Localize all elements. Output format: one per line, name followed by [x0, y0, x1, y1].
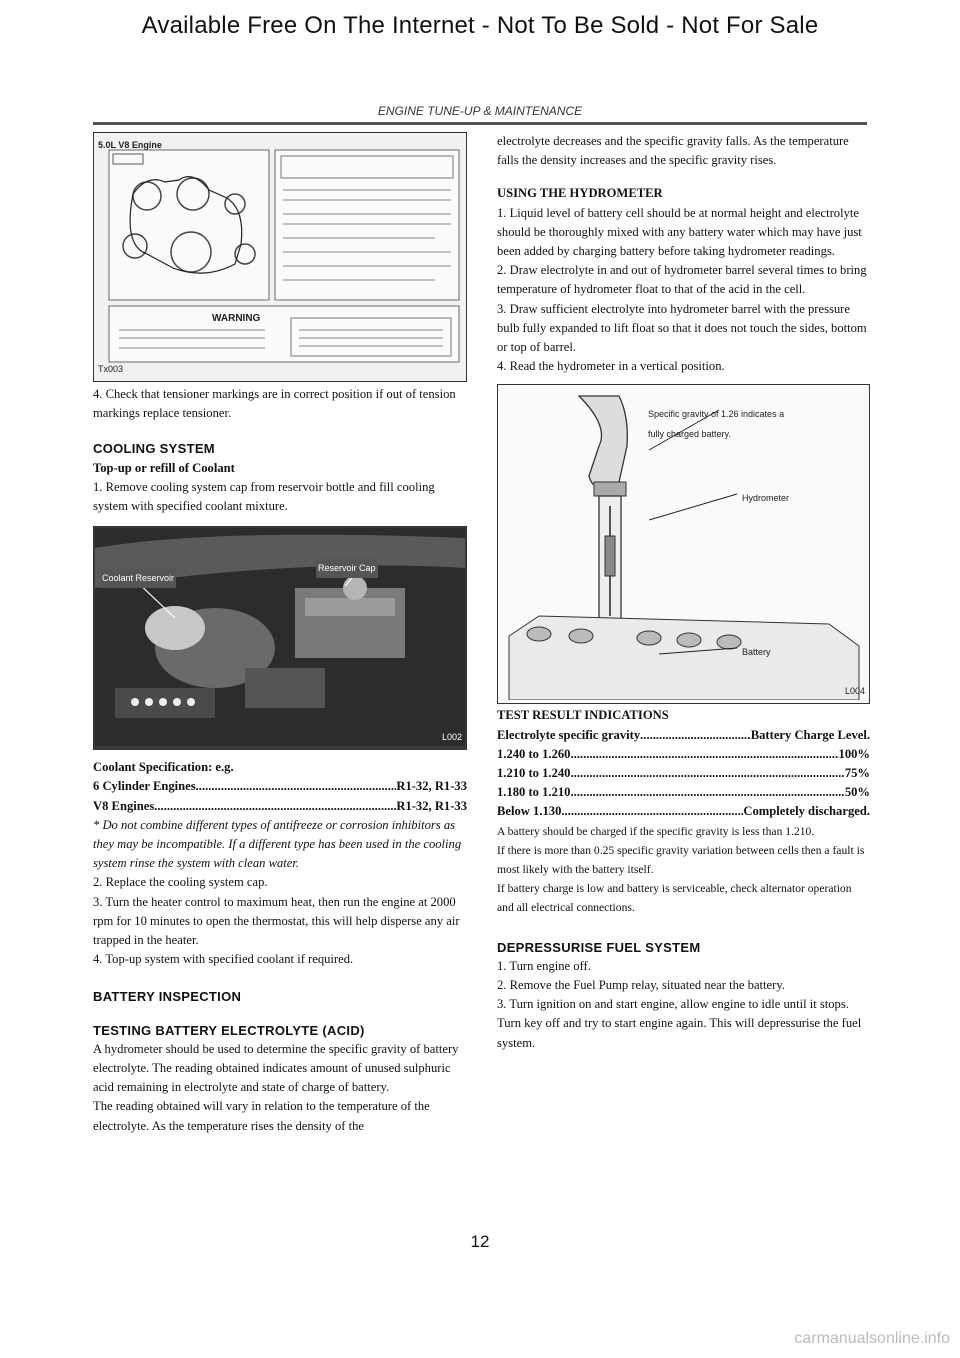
leader-dots [561, 802, 743, 821]
hydrometer-label: Hydrometer [742, 493, 790, 504]
test-row [497, 783, 870, 802]
engine-belt-diagram [93, 132, 467, 382]
warning-label: WARNING [212, 313, 261, 324]
testing-heading: TESTING BATTERY ELECTROLYTE (ACID) [93, 1022, 365, 1038]
test-result-heading: TEST RESULT INDICATIONS [497, 708, 669, 723]
hydrometer-step-2: 2. Draw electrolyte in and out of hydrometer barrel several times to bring temperature of hydrometer float to that of the acid in the cell. [497, 263, 867, 297]
spec-note: * Do not combine different types of antifreeze or corrosion inhibitors as they may be incompatible. If a different type has been used in the cooling system rinse the system with clean water. [93, 817, 462, 871]
hydrometer-heading: USING THE HYDROMETER [497, 186, 663, 201]
figure-code: Tx003 [98, 363, 124, 374]
leader-dots [570, 745, 838, 764]
figure-code-3: L004 [844, 686, 865, 697]
depressurise-heading: DEPRESSURISE FUEL SYSTEM [497, 939, 701, 955]
figure-code-2: L002 [441, 732, 462, 743]
test-row-header [497, 726, 870, 745]
leader-dots [640, 726, 751, 745]
continued-text: electrolyte decreases and the specific gravity falls. As the temperature falls the density increases and the specific gravity rises. [497, 134, 849, 168]
leader-dots [570, 783, 844, 802]
leader-dots [570, 764, 844, 783]
variation-note: If there is more than 0.25 specific gravity variation between cells then a fault is most likely with the battery itself. [497, 843, 865, 877]
test-label: Below 1.130 [497, 804, 562, 819]
leader-dots [196, 777, 397, 796]
battery-label: Battery [742, 647, 771, 658]
test-value: 75% [844, 766, 870, 781]
hydrometer-step-3: 3. Draw sufficient electrolyte into hydrometer barrel with the pressure bulb fully expanded to lift float so that it does not touch the sides, bottom or top of barrel. [497, 301, 867, 355]
spec-row-v8 [93, 797, 467, 816]
spec-label: V8 Engines [93, 798, 155, 813]
hydrometer-step-4: 4. Read the hydrometer in a vertical position. [497, 359, 725, 374]
topup-heading: Top-up or refill of Coolant [93, 460, 235, 475]
tensioner-text: 4. Check that tensioner markings are in correct position if out of tension markings replace tensioner. [93, 387, 456, 421]
test-row [497, 745, 870, 764]
hydrometer-diagram [497, 384, 870, 704]
specific-gravity-label: Specific gravity of 1.26 indicates a fully charged battery. [648, 409, 785, 439]
test-label: Electrolyte specific gravity [497, 727, 641, 742]
testing-paragraph-1: A hydrometer should be used to determine the specific gravity of battery electrolyte. The reading obtained indicates amount of unused sulphuric acid remaining in electrolyte and state of charge of battery. [93, 1041, 459, 1095]
test-value: 100% [838, 746, 870, 761]
test-value: Battery Charge Level. [750, 727, 870, 742]
test-value: Completely discharged. [743, 804, 870, 819]
cooling-heading: COOLING SYSTEM [93, 441, 215, 457]
right-column [497, 132, 870, 1053]
test-value: 50% [844, 785, 870, 800]
cooling-step-2: 2. Replace the cooling system cap. [93, 875, 268, 890]
page-number: 12 [470, 1232, 490, 1251]
charge-note: A battery should be charged if the specific gravity is less than 1.210. [497, 824, 815, 838]
test-label: 1.180 to 1.210 [497, 785, 571, 800]
spec-label: 6 Cylinder Engines [93, 779, 196, 794]
banner-notice: Available Free On The Internet - Not To Be Sold - Not For Sale [141, 12, 819, 39]
leader-dots [154, 797, 396, 816]
test-row [497, 802, 870, 821]
header-rule [93, 122, 867, 125]
diagram-title: 5.0L V8 Engine [98, 140, 162, 150]
cooling-step-1: 1. Remove cooling system cap from reservoir bottle and fill cooling system with specified coolant mixture. [93, 479, 435, 514]
belt-routing-illustration [95, 134, 465, 378]
test-label: 1.210 to 1.240 [497, 766, 571, 781]
test-label: 1.240 to 1.260 [497, 746, 571, 761]
footer-watermark: carmanualsonline.info [794, 1330, 950, 1347]
cooling-step-4: 4. Top-up system with specified coolant if required. [93, 952, 354, 967]
depressurise-step-2: 2. Remove the Fuel Pump relay, situated near the battery. [497, 978, 785, 993]
battery-heading: BATTERY INSPECTION [93, 989, 242, 1005]
coolant-reservoir-photo [93, 526, 467, 750]
spec-value: R1-32, R1-33 [396, 779, 467, 794]
engine-bay-photo [95, 528, 465, 746]
depressurise-step-1: 1. Turn engine off. [497, 958, 591, 973]
hydrometer-step-1: 1. Liquid level of battery cell should be at normal height and electrolyte should be thoroughly mixed with any battery water which may have just been added by charging battery before taking hydrometer readings. [497, 205, 862, 259]
test-row [497, 764, 870, 783]
coolant-reservoir-label: Coolant Reservoir [100, 569, 176, 588]
coolant-spec-heading: Coolant Specification: e.g. [93, 760, 234, 775]
depressurise-step-3: 3. Turn ignition on and start engine, allow engine to idle until it stops. Turn key off and try to start engine again. This will depressurise the fuel system. [497, 997, 862, 1050]
running-head: ENGINE TUNE-UP & MAINTENANCE [377, 104, 583, 118]
serviceable-note: If battery charge is low and battery is serviceable, check alternator operation and all electrical connections. [497, 882, 852, 915]
left-column [93, 132, 467, 1136]
testing-paragraph-2: The reading obtained will vary in relation to the temperature of the electrolyte. As the temperature rises the density of the [93, 1099, 430, 1133]
reservoir-cap-label: Reservoir Cap [316, 559, 378, 578]
cooling-step-3: 3. Turn the heater control to maximum heat, then run the engine at 2000 rpm for 10 minutes to open the thermostat, this will help disperse any air trapped in the heater. [93, 894, 460, 948]
spec-row-6cyl [93, 777, 467, 796]
spec-value: R1-32, R1-33 [396, 798, 467, 813]
